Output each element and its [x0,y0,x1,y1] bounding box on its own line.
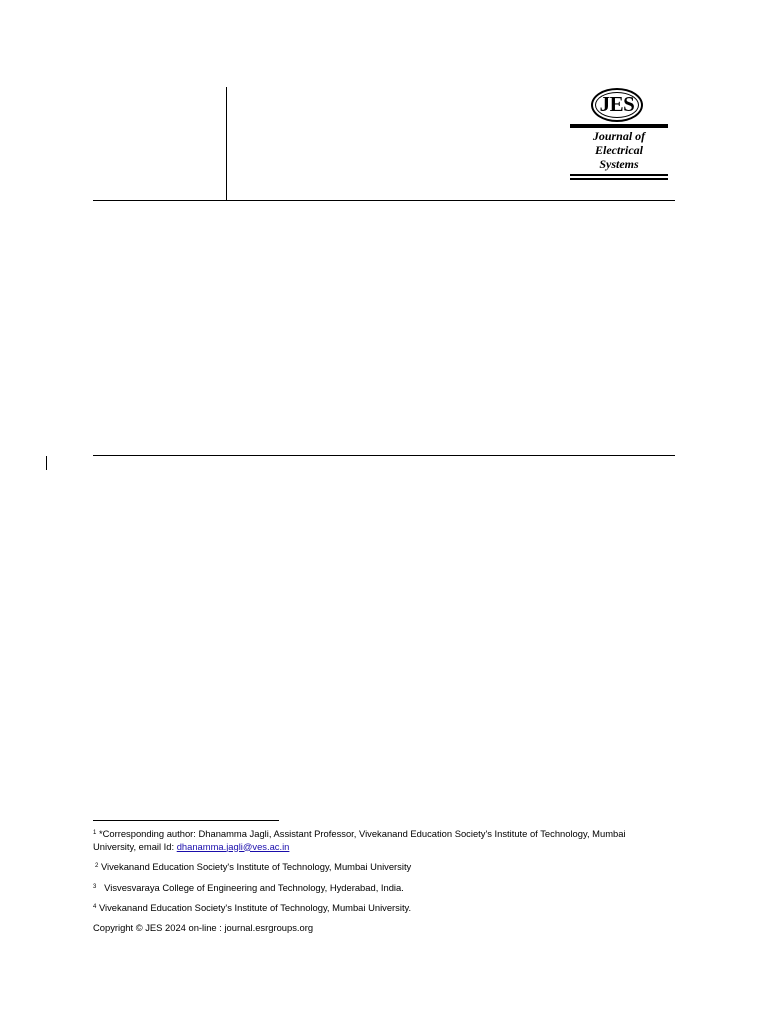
header-horizontal-rule [93,200,675,201]
footnote-3 [93,881,653,895]
logo-bottom-bar [570,174,668,176]
footnote-separator [93,820,279,821]
copyright-notice: Copyright © JES 2024 on-line : journal.esrgroups.org [93,921,314,933]
header-vertical-rule [226,87,227,201]
footnote-mark: 3 [93,883,97,890]
logo-abbreviation: JES [599,92,635,116]
logo-name-line: Systems [599,157,639,171]
footnote-mark: 4 [93,904,97,910]
footnote-text: Visvesvaraya College of Engineering and Technology, Hyderabad, India. [98,881,404,893]
section-divider-rule [93,455,675,456]
footnote-1 [93,827,653,853]
footnote-4 [93,901,653,915]
footnote-mark: 2 [95,863,99,869]
text-cursor [46,456,47,470]
logo-journal-name [570,129,668,171]
logo-name-line: Electrical [595,143,643,157]
footnote-text: *Corresponding author: Dhanamma Jagli, Assistant Professor, Vivekanand Education Society's Institute of Technology, Mumbai University, email Id: [93,828,626,852]
footnote-text: Vivekanand Education Society's Institute of Technology, Mumbai University [100,861,412,872]
footnote-text: Vivekanand Education Society's Institute of Technology, Mumbai University. [98,902,412,913]
corresponding-email-link[interactable]: dhanamma.jagli@ves.ac.in [176,840,290,852]
logo-name-line: Journal of [592,129,646,143]
jes-logo [570,87,668,181]
footnotes [93,827,653,934]
footnote-2 [93,860,653,874]
logo-top-bar [570,124,668,128]
logo-bottom-bar [570,178,668,180]
footnote-mark: 1 [93,830,97,836]
